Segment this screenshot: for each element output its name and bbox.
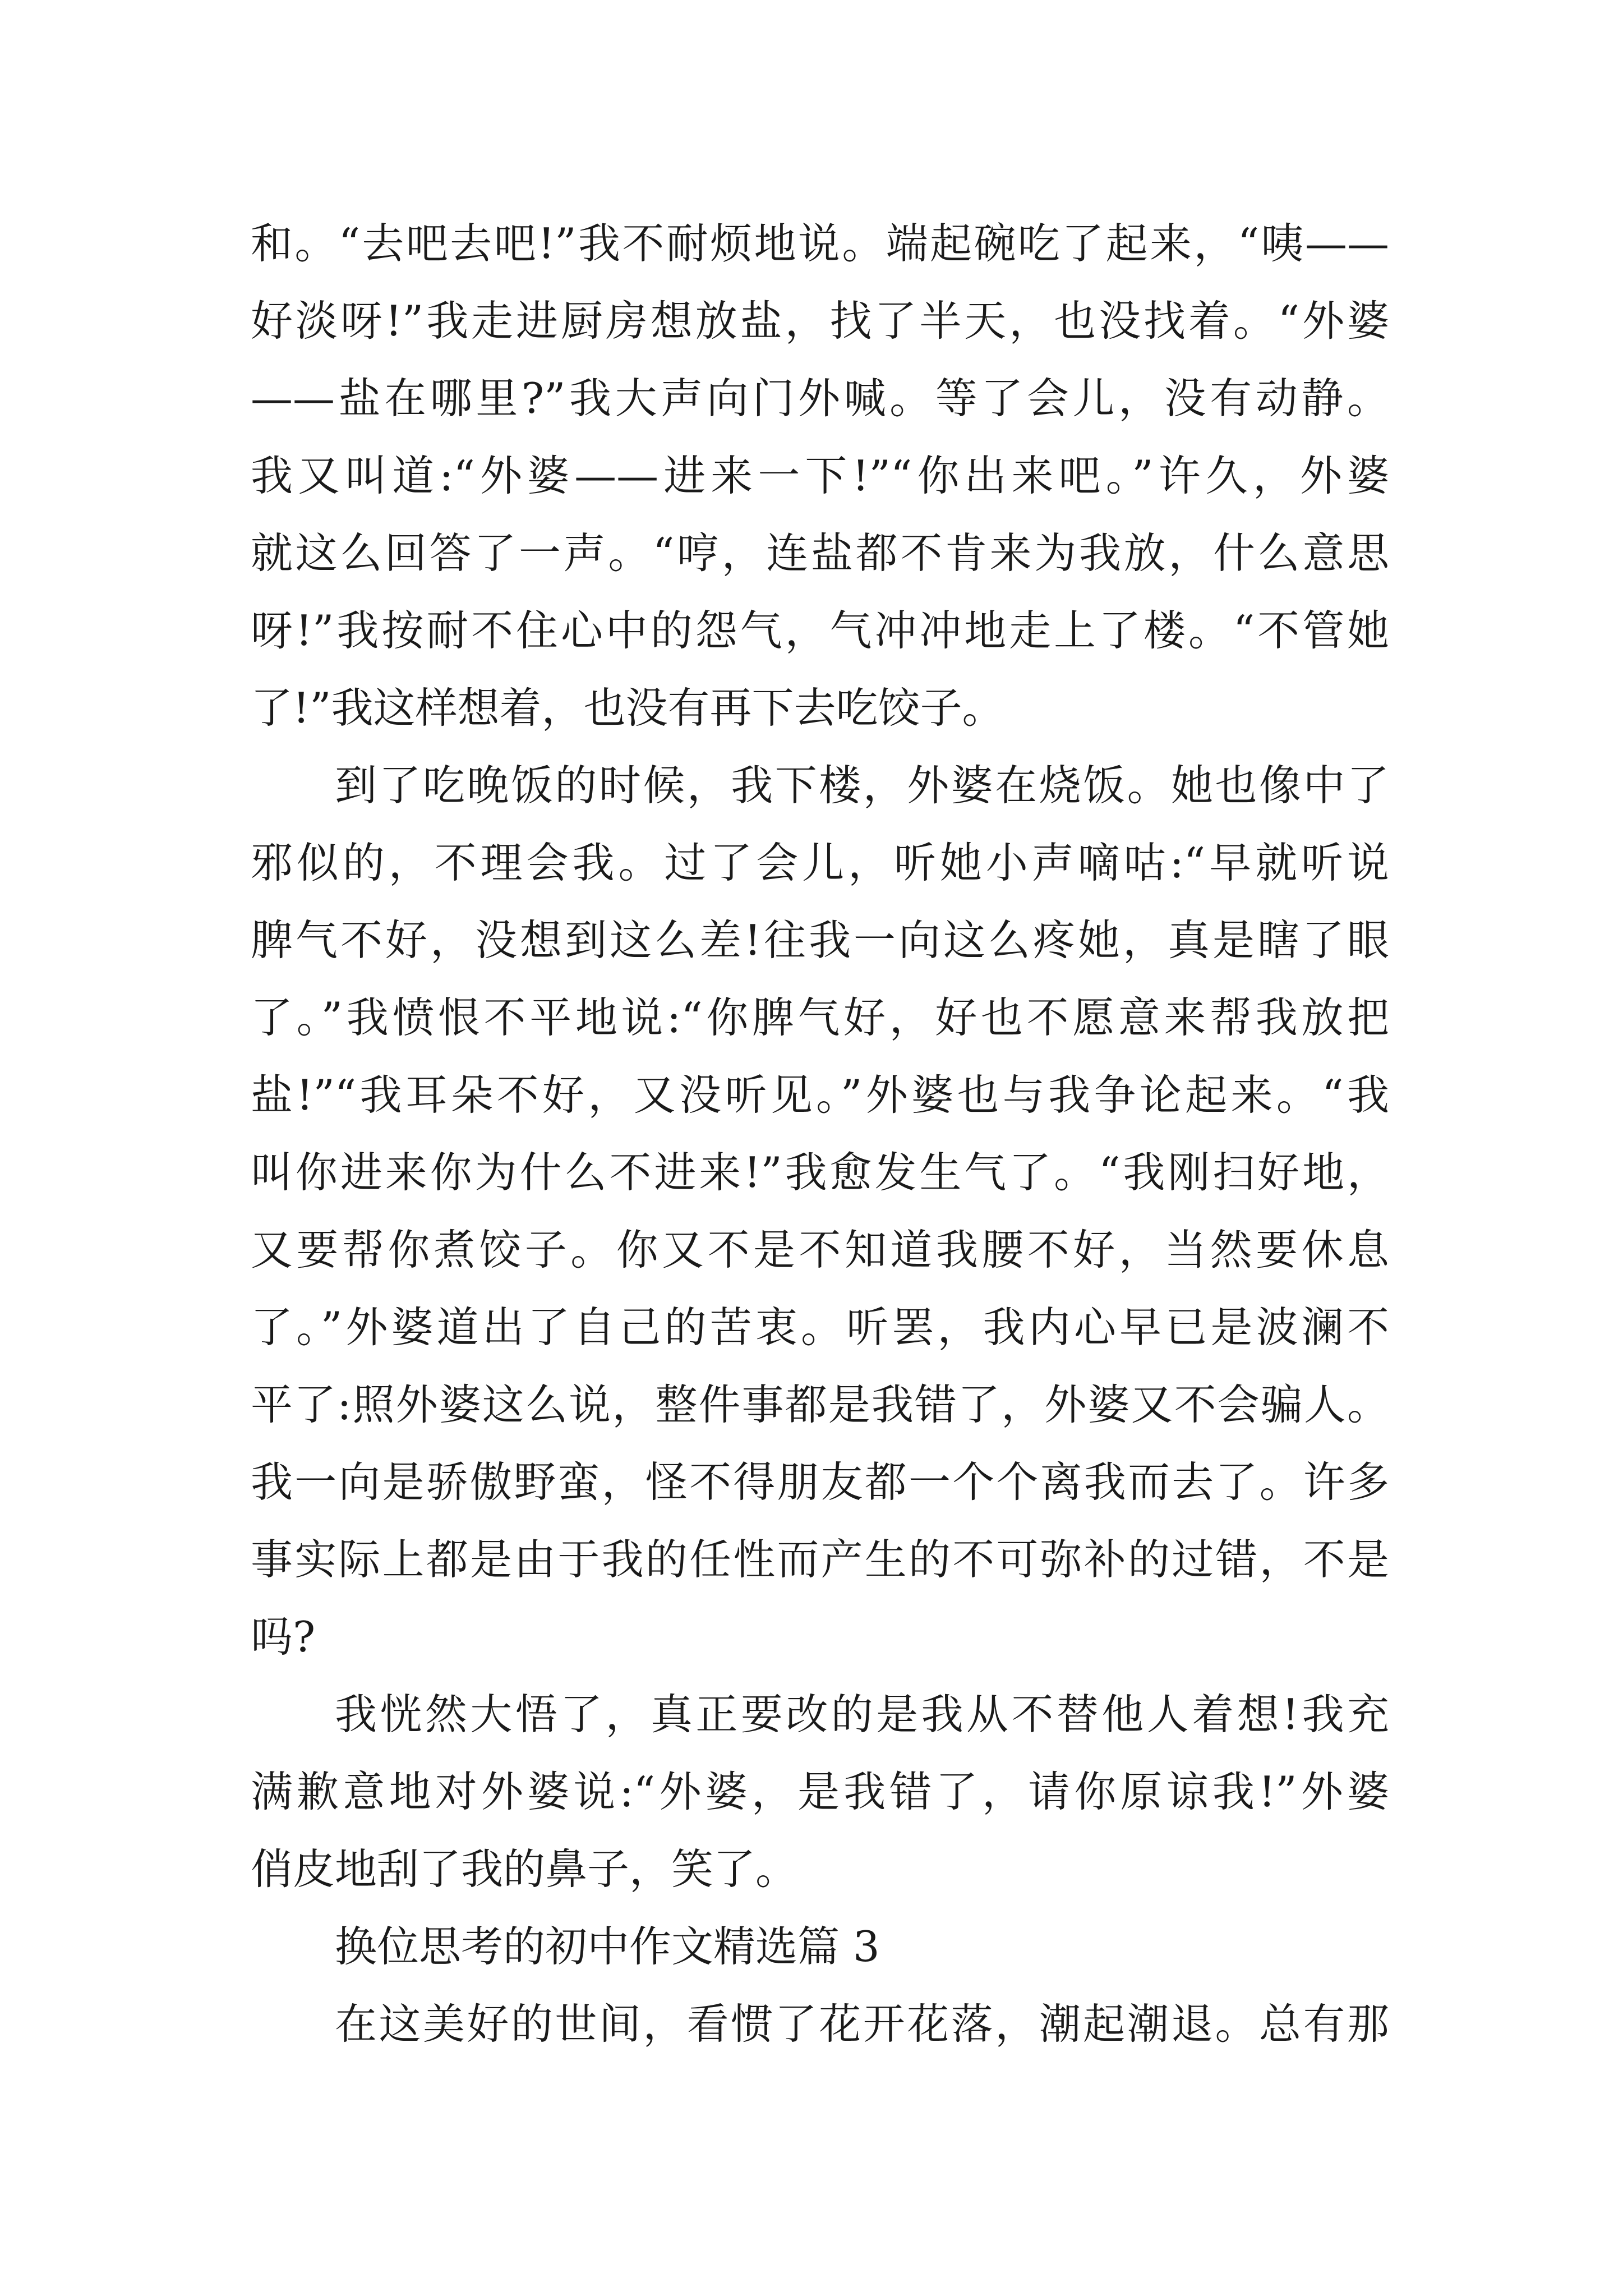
text-line: 了!”我这样想着，也没有再下去吃饺子。 (251, 683, 1004, 733)
paragraph (251, 1985, 1389, 2063)
section-heading: 换位思考的初中作文精选篇 3 (335, 1922, 880, 1971)
text-line: 就这么回答了一声。“哼，连盐都不肯来为我放，什么意思 (251, 528, 1389, 578)
text-line: 到了吃晚饭的时候，我下楼，外婆在烧饭。她也像中了 (335, 761, 1389, 810)
text-line: 了。”我愤恨不平地说:“你脾气好，好也不愿意来帮我放把 (251, 993, 1389, 1042)
text-line: 俏皮地刮了我的鼻子，笑了。 (251, 1844, 798, 1894)
text-line: 盐!”“我耳朵不好，又没听见。”外婆也与我争论起来。“我 (251, 1070, 1389, 1120)
text-line: 在这美好的世间，看惯了花开花落，潮起潮退。总有那 (335, 1999, 1389, 2049)
text-line: 好淡呀!”我走进厨房想放盐，找了半天，也没找着。“外婆 (251, 296, 1389, 346)
text-line: 吗? (251, 1612, 316, 1662)
text-line: 满歉意地对外婆说:“外婆，是我错了，请你原谅我!”外婆 (251, 1767, 1389, 1816)
text-line: 又要帮你煮饺子。你又不是不知道我腰不好，当然要休息 (251, 1225, 1389, 1274)
text-line: 我一向是骄傲野蛮，怪不得朋友都一个个离我而去了。许多 (251, 1457, 1389, 1507)
text-line: 呀!”我按耐不住心中的怨气，气冲冲地走上了楼。“不管她 (251, 606, 1389, 655)
text-line: 我又叫道:“外婆——进来一下!”“你出来吧。”许久，外婆 (251, 451, 1389, 500)
text-line: 了。”外婆道出了自己的苦衷。听罢，我内心早已是波澜不 (251, 1303, 1389, 1352)
text-line: 和。“去吧去吧!”我不耐烦地说。端起碗吃了起来，“咦—— (251, 219, 1389, 268)
body-text (251, 205, 1389, 2063)
text-line: 事实际上都是由于我的任性而产生的不可弥补的过错，不是 (251, 1535, 1389, 1584)
text-line: 邪似的，不理会我。过了会儿，听她小声嘀咕:“早就听说 (251, 838, 1389, 887)
paragraph (251, 1676, 1389, 1908)
text-line: 脾气不好，没想到这么差!往我一向这么疼她，真是瞎了眼 (251, 915, 1389, 965)
paragraph (251, 205, 1389, 747)
text-line: 我恍然大悟了，真正要改的是我从不替他人着想!我充 (335, 1690, 1389, 1739)
text-line: ——盐在哪里?”我大声向门外喊。等了会儿，没有动静。 (251, 374, 1389, 423)
text-line: 平了:照外婆这么说，整件事都是我错了，外婆又不会骗人。 (251, 1380, 1389, 1429)
paragraph (251, 747, 1389, 1676)
text-line: 叫你进来你为什么不进来!”我愈发生气了。“我刚扫好地， (251, 1148, 1389, 1197)
